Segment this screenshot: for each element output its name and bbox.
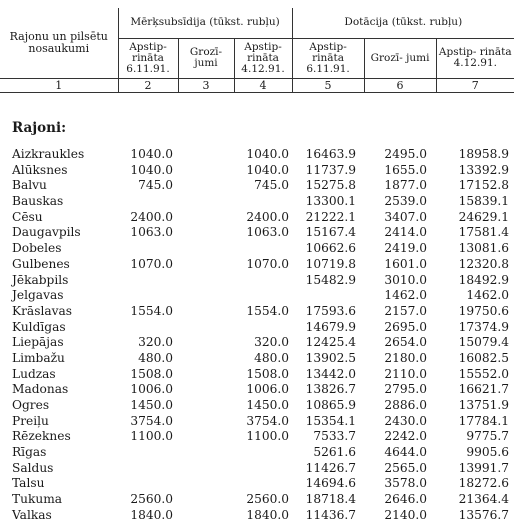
grant-approved-2-cell: 18492.9 — [458, 272, 509, 287]
grant-approved-2-cell: 18958.9 — [458, 147, 509, 161]
grant-approved-2-cell: 13392.9 — [458, 162, 509, 177]
grant-changes-cell: 2180.0 — [384, 350, 427, 365]
table-row — [0, 335, 518, 351]
district-name: Krāslavas — [12, 303, 73, 318]
table-row — [0, 194, 518, 210]
section-title: Rajoni: — [12, 120, 67, 136]
district-name: Tukuma — [12, 492, 63, 507]
grant-approved-1-cell: 16463.9 — [305, 147, 356, 161]
subsidy-approved-2-cell: 1063.0 — [246, 225, 289, 240]
table-row — [0, 429, 518, 445]
grant-approved-1-cell: 5261.6 — [313, 445, 356, 460]
grant-changes-cell: 2430.0 — [384, 413, 427, 428]
subsidy-approved-1-cell: 1100.0 — [130, 429, 173, 444]
district-name: Daugavpils — [12, 225, 81, 240]
grant-changes-cell: 1601.0 — [384, 256, 427, 271]
grant-approved-1-cell: 15354.1 — [305, 413, 356, 428]
subsidy-approved-2-cell: 2560.0 — [246, 492, 289, 507]
grant-approved-2-cell: 9905.6 — [466, 445, 509, 460]
table-row — [0, 241, 518, 257]
table-row — [0, 398, 518, 414]
table-row — [0, 445, 518, 461]
column-number: 3 — [178, 78, 234, 92]
subsidy-approved-2-cell: 320.0 — [254, 335, 289, 350]
table-row — [0, 414, 518, 430]
grant-approved-2-cell: 9775.7 — [466, 429, 509, 444]
subsidy-approved-1-cell: 1508.0 — [130, 366, 173, 381]
grant-changes-cell: 1462.0 — [384, 288, 427, 303]
table-row — [0, 461, 518, 477]
subsidy-approved-1-cell: 1040.0 — [130, 147, 173, 161]
grant-changes-cell: 2646.0 — [384, 492, 427, 507]
table-row — [0, 304, 518, 320]
grant-approved-1-cell: 11436.7 — [305, 507, 356, 522]
grant-approved-2-cell: 13081.6 — [458, 241, 509, 256]
table-row — [0, 508, 518, 524]
data-rows — [0, 147, 518, 524]
grant-approved-2-cell: 15552.0 — [458, 366, 509, 381]
subsidy-approved-2-cell: 1006.0 — [246, 382, 289, 397]
grant-approved-2-cell: 17581.4 — [458, 225, 509, 240]
grant-changes-cell: 3407.0 — [384, 209, 427, 224]
grant-approved-1-cell: 11737.9 — [305, 162, 356, 177]
group-header-grant: Dotācija (tūkst. rubļu) — [292, 8, 514, 38]
grant-approved-2-cell: 13576.7 — [458, 507, 509, 522]
subsidy-approved-1-cell: 2560.0 — [130, 492, 173, 507]
subsidy-approved-1-cell: 3754.0 — [130, 413, 173, 428]
grant-approved-2-cell: 17784.1 — [458, 413, 509, 428]
subsidy-approved-2-cell: 3754.0 — [246, 413, 289, 428]
subsidy-approved-2-cell: 1040.0 — [246, 147, 289, 161]
grant-approved-1-cell: 15167.4 — [305, 225, 356, 240]
grant-changes-cell: 2140.0 — [384, 507, 427, 522]
district-name: Liepājas — [12, 335, 64, 350]
subsidy-approved-2-cell: 1508.0 — [246, 366, 289, 381]
district-name: Limbažu — [12, 350, 65, 365]
subsidy-approved-1-cell: 1840.0 — [130, 507, 173, 522]
district-name: Madonas — [12, 382, 69, 397]
table-row — [0, 273, 518, 289]
district-name: Gulbenes — [12, 256, 70, 271]
subsidy-approved-1-cell: 480.0 — [138, 350, 173, 365]
district-name: Bauskas — [12, 194, 64, 209]
grant-changes-cell: 3578.0 — [384, 476, 427, 491]
grant-approved-2-cell: 12320.8 — [458, 256, 509, 271]
table-row — [0, 163, 518, 179]
grant-approved-2-cell: 19750.6 — [458, 303, 509, 318]
grant-approved-1-cell: 13826.7 — [305, 382, 356, 397]
grant-approved-2-cell: 13991.7 — [458, 460, 509, 475]
district-name: Aizkraukles — [12, 147, 85, 161]
grant-approved-1-cell: 15275.8 — [305, 178, 356, 193]
column-number: 4 — [234, 78, 292, 92]
district-name: Kuldīgas — [12, 319, 66, 334]
district-name: Dobeles — [12, 241, 62, 256]
grant-changes-cell: 2565.0 — [384, 460, 427, 475]
grant-approved-1-cell: 10865.9 — [305, 398, 356, 412]
district-name: Preiļu — [12, 413, 49, 428]
grant-approved-2-cell: 21364.4 — [458, 492, 509, 507]
district-name: Ogres — [12, 398, 50, 412]
subheader-approved-1: Apstip- rināta 6.11.91. — [292, 38, 364, 78]
grant-changes-cell: 2242.0 — [384, 429, 427, 444]
district-name: Jēkabpils — [12, 272, 69, 287]
subheader-approved-1: Apstip- rināta 6.11.91. — [118, 38, 178, 78]
grant-changes-cell: 2157.0 — [384, 303, 427, 318]
grant-approved-1-cell: 13902.5 — [305, 350, 356, 365]
subsidy-approved-2-cell: 1070.0 — [246, 256, 289, 271]
subsidy-approved-2-cell: 1040.0 — [246, 162, 289, 177]
grant-approved-1-cell: 13300.1 — [305, 194, 356, 209]
table-row — [0, 147, 518, 163]
grant-changes-cell: 4644.0 — [384, 445, 427, 460]
table-row — [0, 178, 518, 194]
grant-approved-2-cell: 24629.1 — [458, 209, 509, 224]
table-row — [0, 476, 518, 492]
grant-changes-cell: 2495.0 — [384, 147, 427, 161]
grant-changes-cell: 2414.0 — [384, 225, 427, 240]
table-row — [0, 225, 518, 241]
grant-changes-cell: 2419.0 — [384, 241, 427, 256]
grant-approved-2-cell: 13751.9 — [458, 398, 509, 412]
table-row — [0, 351, 518, 367]
grant-approved-1-cell: 10662.6 — [305, 241, 356, 256]
district-name: Ludzas — [12, 366, 56, 381]
grant-changes-cell: 2110.0 — [384, 366, 427, 381]
subsidy-approved-1-cell: 1554.0 — [130, 303, 173, 318]
grant-changes-cell: 1877.0 — [384, 178, 427, 193]
grant-approved-2-cell: 17152.8 — [458, 178, 509, 193]
grant-changes-cell: 2539.0 — [384, 194, 427, 209]
grant-approved-2-cell: 16621.7 — [458, 382, 509, 397]
grant-approved-1-cell: 17593.6 — [305, 303, 356, 318]
grant-approved-1-cell: 18718.4 — [305, 492, 356, 507]
grant-approved-1-cell: 14679.9 — [305, 319, 356, 334]
column-number: 2 — [118, 78, 178, 92]
subheader-approved-2: Apstip- rināta 4.12.91. — [436, 38, 514, 78]
table-row — [0, 320, 518, 336]
district-name: Rīgas — [12, 445, 47, 460]
district-name: Balvu — [12, 178, 47, 193]
table-header — [0, 8, 514, 93]
table-row — [0, 367, 518, 383]
district-name: Jelgavas — [12, 288, 64, 303]
subsidy-approved-2-cell: 1840.0 — [246, 507, 289, 522]
column-number: 5 — [292, 78, 364, 92]
subsidy-approved-1-cell: 1450.0 — [130, 398, 173, 412]
subsidy-approved-2-cell: 1554.0 — [246, 303, 289, 318]
subsidy-approved-1-cell: 1063.0 — [130, 225, 173, 240]
district-name: Talsu — [12, 476, 45, 491]
grant-changes-cell: 2795.0 — [384, 382, 427, 397]
subheader-changes: Grozī- jumi — [178, 38, 234, 78]
subsidy-approved-2-cell: 480.0 — [254, 350, 289, 365]
subsidy-approved-2-cell: 1100.0 — [246, 429, 289, 444]
grant-approved-2-cell: 1462.0 — [466, 288, 509, 303]
table-row — [0, 382, 518, 398]
column-header-name: Rajonu un pilsētu nosaukumi — [0, 8, 118, 78]
grant-approved-2-cell: 16082.5 — [458, 350, 509, 365]
district-name: Valkas — [12, 507, 52, 522]
grant-changes-cell: 2654.0 — [384, 335, 427, 350]
subsidy-approved-2-cell: 1450.0 — [246, 398, 289, 412]
column-number: 6 — [364, 78, 436, 92]
district-name: Cēsu — [12, 209, 43, 224]
subsidy-approved-2-cell: 2400.0 — [246, 209, 289, 224]
grant-approved-1-cell: 13442.0 — [305, 366, 356, 381]
district-name: Rēzeknes — [12, 429, 71, 444]
column-number: 7 — [436, 78, 514, 92]
grant-changes-cell: 2886.0 — [384, 398, 427, 412]
table-row — [0, 210, 518, 226]
district-name: Saldus — [12, 460, 54, 475]
subheader-changes: Grozī- jumi — [364, 38, 436, 78]
subsidy-approved-1-cell: 1070.0 — [130, 256, 173, 271]
grant-approved-1-cell: 11426.7 — [305, 460, 356, 475]
grant-approved-1-cell: 21222.1 — [305, 209, 356, 224]
grant-approved-1-cell: 10719.8 — [305, 256, 356, 271]
subsidy-approved-1-cell: 1006.0 — [130, 382, 173, 397]
grant-changes-cell: 1655.0 — [384, 162, 427, 177]
grant-approved-1-cell: 7533.7 — [313, 429, 356, 444]
grant-changes-cell: 3010.0 — [384, 272, 427, 287]
subsidy-approved-1-cell: 320.0 — [138, 335, 173, 350]
grant-changes-cell: 2695.0 — [384, 319, 427, 334]
grant-approved-1-cell: 14694.6 — [305, 476, 356, 491]
grant-approved-2-cell: 18272.6 — [458, 476, 509, 491]
grant-approved-2-cell: 17374.9 — [458, 319, 509, 334]
subsidy-approved-2-cell: 745.0 — [254, 178, 289, 193]
subheader-approved-2: Apstip- rināta 4.12.91. — [234, 38, 292, 78]
grant-approved-2-cell: 15079.4 — [458, 335, 509, 350]
table-row — [0, 288, 518, 304]
district-name: Alūksnes — [12, 162, 68, 177]
grant-approved-1-cell: 12425.4 — [305, 335, 356, 350]
grant-approved-2-cell: 15839.1 — [458, 194, 509, 209]
group-header-target-subsidy: Mērķsubsīdija (tūkst. rubļu) — [118, 8, 292, 38]
grant-approved-1-cell: 15482.9 — [305, 272, 356, 287]
column-number: 1 — [0, 78, 118, 92]
subsidy-approved-1-cell: 745.0 — [138, 178, 173, 193]
table-row — [0, 492, 518, 508]
table-row — [0, 257, 518, 273]
subsidy-approved-1-cell: 2400.0 — [130, 209, 173, 224]
subsidy-approved-1-cell: 1040.0 — [130, 162, 173, 177]
